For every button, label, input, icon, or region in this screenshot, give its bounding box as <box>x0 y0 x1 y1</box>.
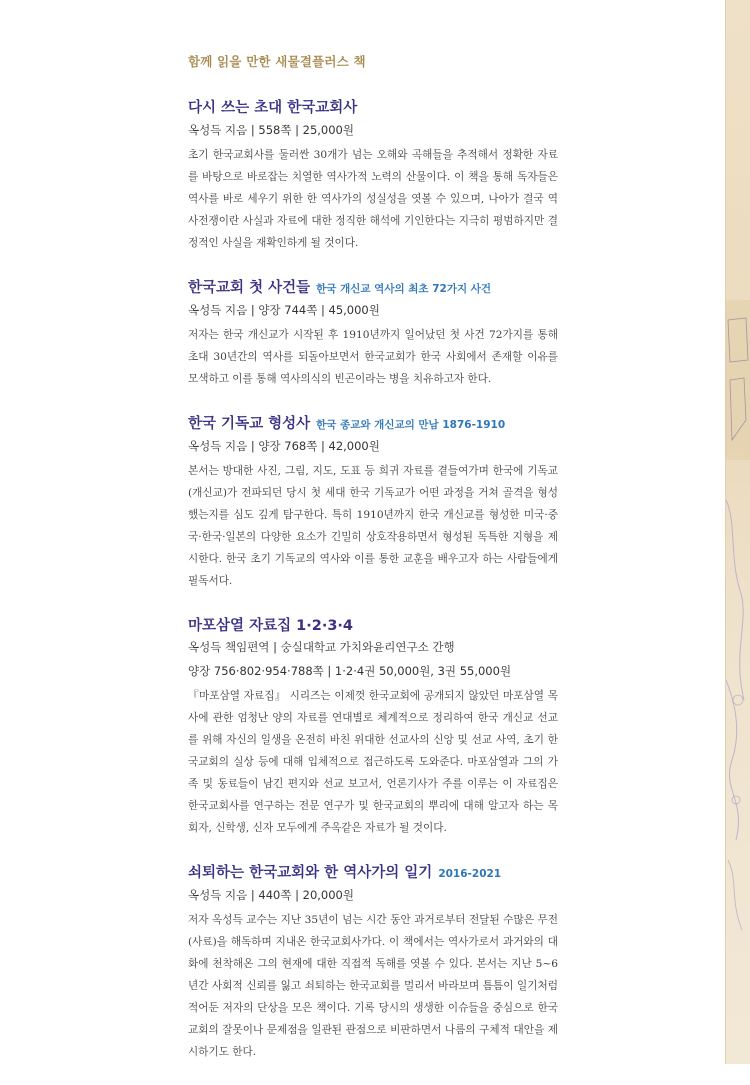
book-entry <box>188 276 558 390</box>
decorative-map-strip <box>725 0 750 1064</box>
book-title: 한국교회 첫 사건들 <box>188 280 311 296</box>
book-description: 본서는 방대한 사진, 그림, 지도, 도표 등 희귀 자료를 곁들여가며 한국에 기독교(개신교)가 전파되던 당시 첫 세대 한국 기독교가 어떤 과정을 거쳐 골격을 형성했는지를 심도 깊게 탐구한다. 특히 1910년까지 한국 개신교를 형성한 미국·중국·한국·일본의 다양한 요소가 긴밀히 상호작용하면서 형성된 독특한 지형을 제시한다. 한국 초기 기독교의 역사와 이를 통한 교훈을 배우고자 하는 사람들에게 필독서다. <box>188 465 558 587</box>
book-heading <box>188 861 558 885</box>
book-description: 저자는 한국 개신교가 시작된 후 1910년까지 일어났던 첫 사건 72가지를 통해 초대 30년간의 역사를 되돌아보면서 한국교회가 한국 사회에서 존재할 이유를 모색하고 이를 통해 역사의식의 빈곤이라는 병을 치유하고자 한다. <box>188 329 558 385</box>
book-heading <box>188 614 558 637</box>
book-meta: 옥성득 지음 | 양장 744쪽 | 45,000원 <box>188 303 380 317</box>
book-description: 『마포삼열 자료집』 시리즈는 이제껏 한국교회에 공개되지 않았던 마포삼열 목사에 관한 엄청난 양의 자료를 연대별로 체계적으로 정리하여 한국 개신교 선교를 위해 자신의 일생을 온전히 바친 위대한 선교사의 신앙 및 선교 사역, 초기 한국교회의 실상 등에 대해 입체적으로 접근하도록 도와준다. 마포삼열과 그의 가족 및 동료들이 남긴 편지와 선교 보고서, 언론기사가 주를 이루는 이 자료집은 한국교회사를 연구하는 전문 연구가 및 한국교회의 뿌리에 대해 알고자 하는 목회자, 신학생, 신자 모두에게 주옥같은 자료가 될 것이다. <box>188 690 558 834</box>
book-subtitle: 한국 종교와 개신교의 만남 1876-1910 <box>316 419 506 431</box>
book-title: 다시 쓰는 초대 한국교회사 <box>188 100 358 116</box>
book-heading <box>188 412 558 436</box>
book-title: 한국 기독교 형성사 <box>188 416 311 432</box>
book-meta: 옥성득 지음 | 558쪽 | 25,000원 <box>188 123 354 137</box>
book-meta-price: 양장 756·802·954·788쪽 | 1·2·4권 50,000원, 3권 55,000원 <box>188 664 512 678</box>
book-meta: 옥성득 지음 | 440쪽 | 20,000원 <box>188 888 354 902</box>
book-title: 쇠퇴하는 한국교회와 한 역사가의 일기 <box>188 865 433 881</box>
section-title: 함께 읽을 만한 새물결플러스 책 <box>188 54 366 69</box>
book-meta: 옥성득 책임편역 | 숭실대학교 가치와윤리연구소 간행 <box>188 640 455 654</box>
book-subtitle: 2016-2021 <box>438 868 502 880</box>
book-title: 마포삼열 자료집 1·2·3·4 <box>188 618 354 634</box>
book-entry <box>188 96 558 254</box>
book-subtitle: 한국 개신교 역사의 최초 72가지 사건 <box>316 283 492 295</box>
book-heading <box>188 96 558 120</box>
book-list <box>188 52 558 1085</box>
book-description: 저자 옥성득 교수는 지난 35년이 넘는 시간 동안 과거로부터 전달된 수많은 무전(사료)을 해독하며 지내온 한국교회사가다. 이 책에서는 역사가로서 과거와의 대화에 천착해온 그의 현재에 대한 직접적 독해를 엿볼 수 있다. 본서는 지난 5~6년간 사회적 신뢰를 잃고 쇠퇴하는 한국교회를 멀리서 바라보며 틈틈이 일기처럼 적어둔 저자의 단상을 모은 책이다. 기록 당시의 생생한 이슈들을 중심으로 한국교회의 잘못이나 문제점을 일관된 관점으로 비판하면서 나름의 구체적 대안을 제시하기도 한다. <box>188 914 558 1058</box>
book-entry <box>188 412 558 592</box>
book-entry <box>188 614 558 839</box>
book-meta: 옥성득 지음 | 양장 768쪽 | 42,000원 <box>188 439 380 453</box>
book-description: 초기 한국교회사를 둘러싼 30개가 넘는 오해와 곡해들을 추적해서 정확한 자료를 바탕으로 바로잡는 치열한 역사가적 노력의 산물이다. 이 책을 통해 독자들은 역사를 바로 세우기 위한 한 역사가의 성실성을 엿볼 수 있으며, 나아가 결국 역사전쟁이란 사실과 자료에 대한 정직한 해석에 기인한다는 지극히 평범하지만 결정적인 사실을 재확인하게 될 것이다. <box>188 149 558 249</box>
book-heading <box>188 276 558 300</box>
book-entry <box>188 861 558 1063</box>
old-map-illustration <box>726 0 750 1064</box>
